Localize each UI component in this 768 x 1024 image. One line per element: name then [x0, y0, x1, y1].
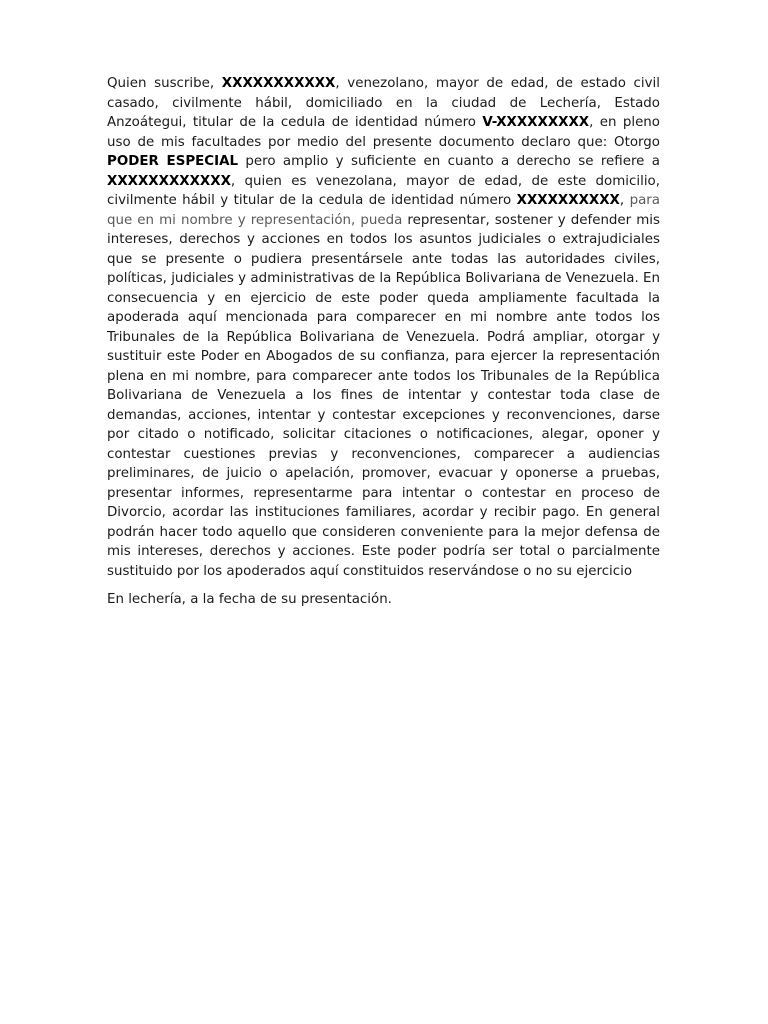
- power-type: PODER ESPECIAL: [107, 154, 239, 169]
- paragraph-text-8: representar, sostener y defender mis intereses, derechos y acciones en todos los asuntos judiciales o extrajudiciales que se presente o pudiera presentársele ante todas las autoridades civiles, políticas, judiciales y administrativas de la República Bolivariana de Venezuela. En consecuencia y en ejercicio de este poder queda ampliamente facultada la apoderada aquí mencionada para comparecer en mi nombre ante todos los Tribunales de la República Bolivariana de Venezuela. Podrá ampliar, otorgar y sustituir este Poder en Abogados de su confianza, para ejercer la representación plena en mi nombre, para comparecer ante todos los Tribunales de la República Bolivariana de Venezuela a los fines de intentar y contestar toda clase de demandas, acciones, intentar y contestar excepciones y reconvenciones, darse por citado o notificado, solicitar citaciones o notificaciones, alegar, oponer y contestar cuestiones previas y reconvenciones, comparecer a audiencias preliminares, de juicio o apelación, promover, evacuar y oponerse a pruebas, presentar informes, representarme para intentar o contestar en proceso de Divorcio, acordar las instituciones familiares, acordar y recibir pago. En general podrán hacer todo aquello que consideren conveniente para la mejor defensa de mis intereses, derechos y acciones. Este poder podría ser total o parcialmente sustituido por los apoderados aquí constituidos reservándose o no su ejercicio: [107, 212, 660, 579]
- paragraph-text-1: Quien suscribe,: [107, 76, 222, 91]
- power-of-attorney-paragraph: [107, 74, 660, 581]
- paragraph-text-4: pero amplio y suficiente en cuanto a derecho se refiere a: [238, 154, 660, 169]
- paragraph-text-5: , quien es venezolana, mayor de edad, de este domicilio, civilmente hábil y titular de la cedula de identidad número: [107, 173, 660, 208]
- grantor-name: XXXXXXXXXXX: [221, 76, 336, 91]
- closing-line: En lechería, a la fecha de su presentación.: [107, 592, 392, 607]
- paragraph-text-3: , en pleno uso de mis facultades por medio del presente documento declaro que: Otorgo: [107, 115, 660, 150]
- attorney-id-number: XXXXXXXXXX: [516, 193, 620, 208]
- paragraph-text-2: , venezolano, mayor de edad, de estado civil casado, civilmente hábil, domiciliado en la ciudad de Lechería, Estado Anzoátegui, titular de la cedula de identidad número: [107, 76, 660, 130]
- grantor-id-number: V-XXXXXXXXX: [482, 115, 590, 130]
- attorney-name: XXXXXXXXXXXX: [107, 173, 231, 189]
- paragraph-text-muted: para que en mi nombre y representación, pueda: [107, 193, 661, 228]
- document-body: [107, 74, 660, 610]
- paragraph-text-6: ,: [619, 193, 630, 208]
